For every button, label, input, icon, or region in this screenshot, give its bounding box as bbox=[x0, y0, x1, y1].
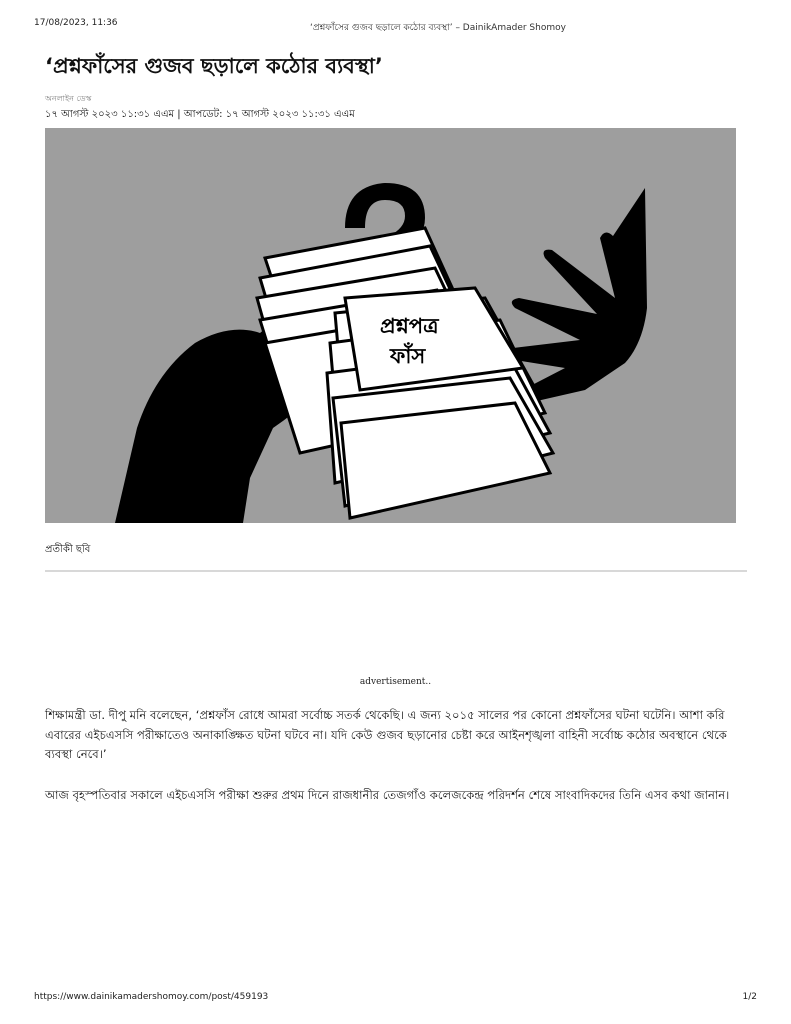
article-paragraph: আজ বৃহস্পতিবার সকালে এইচএসসি পরীক্ষা শুরুর প্রথম দিনে রাজধানীর তেজগাঁও কলেজকেন্দ্র পরিদর্শন শেষে সাংবাদিকদের তিনি এসব কথা জানান। bbox=[45, 788, 730, 802]
article-headline: ‘প্রশ্নফাঁসের গুজব ছড়ালে কঠোর ব্যবস্থা’ bbox=[45, 54, 383, 78]
print-page-title: ‘প্রশ্নফাঁসের গুজব ছড়ালে কঠোর ব্যবস্থা’ – DainikAmader Shomoy bbox=[310, 23, 566, 33]
print-page-number: 1/2 bbox=[742, 992, 757, 1002]
advertisement-label: advertisement.. bbox=[359, 677, 432, 687]
print-footer-url: https://www.dainikamadershomoy.com/post/459193 bbox=[34, 992, 269, 1002]
image-caption: প্রতীকী ছবি bbox=[45, 544, 91, 555]
article-dateline: ১৭ আগস্ট ২০২৩ ১১:৩১ এএম | আপডেট: ১৭ আগস্ট ২০২৩ ১১:৩১ এএম bbox=[45, 109, 355, 120]
print-date: 17/08/2023, 11:36 bbox=[34, 18, 118, 28]
divider bbox=[45, 570, 747, 572]
article-author: অনলাইন ডেস্ক bbox=[45, 94, 92, 103]
article-illustration bbox=[45, 128, 736, 523]
image-text-line2: ফাঁস bbox=[390, 344, 426, 368]
image-text-line1: প্রশ্নপত্র bbox=[380, 314, 439, 338]
article-paragraph: শিক্ষামন্ত্রী ডা. দীপু মনি বলেছেন, ‘প্রশ্নফাঁস রোধে আমরা সর্বোচ্চ সতর্ক থেকেছি। এ জন্য ২০১৫ সালের পর কোনো প্রশ্নফাঁসের ঘটনা ঘটেনি। আশা করি এবারের এইচএসসি পরীক্ষাতেও অনাকাঙ্ক্ষিত ঘটনা ঘটবে না। যদি কেউ গুজব ছড়ানোর চেষ্টা করে আইনশৃঙ্খলা বাহিনী সর্বোচ্চ কঠোর অবস্থানে থেকে ব্যবস্থা নেবে।’ bbox=[45, 708, 727, 761]
